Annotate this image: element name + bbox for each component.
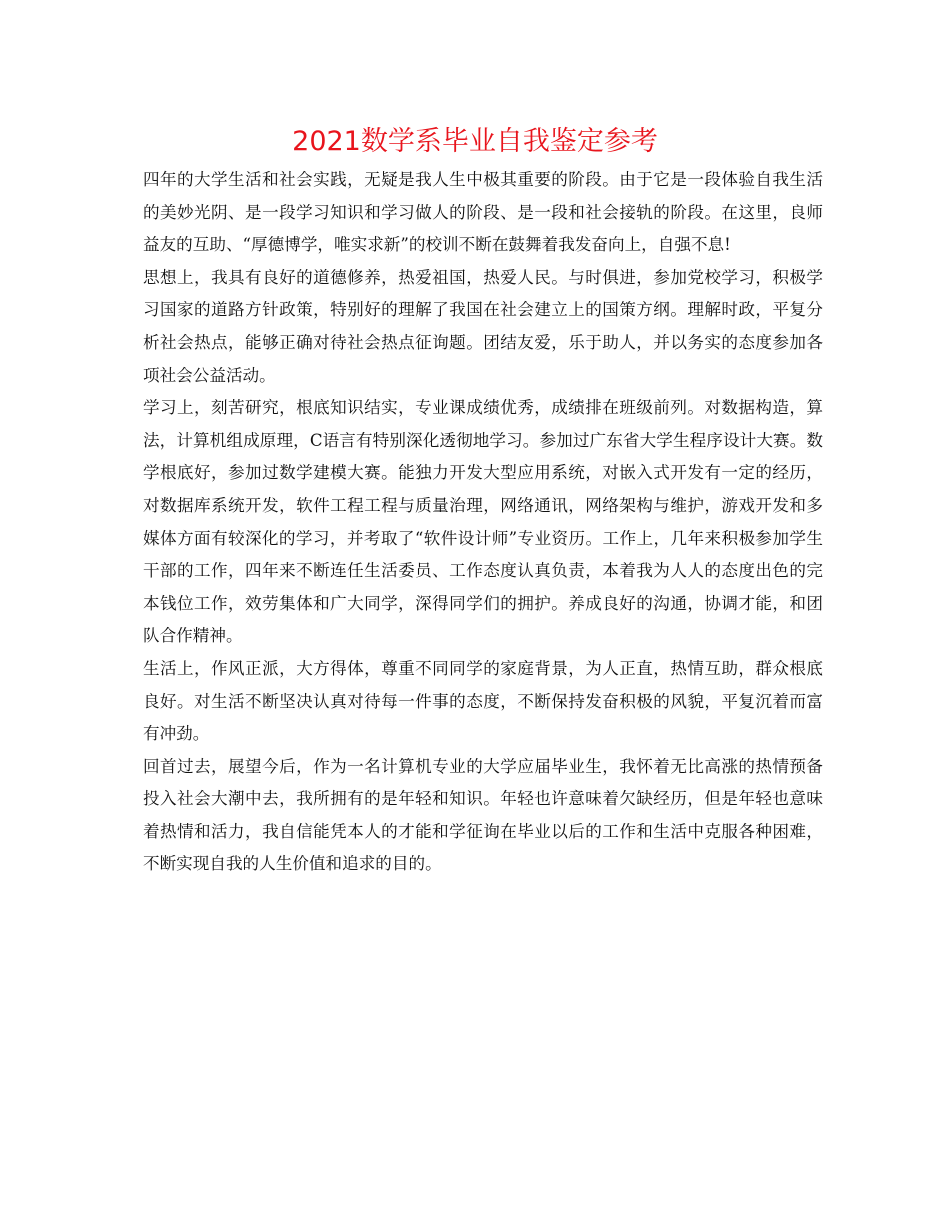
paragraph-intro: 四年的大学生活和社会实践，无疑是我人生中极其重要的阶段。由于它是一段体验自我生活的美妙光阴、是一段学习知识和学习做人的阶段、是一段和社会接轨的阶段。在这里，良师益友的互助、“厚德博学，唯实求新”的校训不断在鼓舞着我发奋向上，自强不息! xyxy=(143,170,823,255)
document-body xyxy=(143,164,823,881)
paragraph-life: 生活上，作风正派，大方得体，尊重不同同学的家庭背景，为人正直，热情互助，群众根底良好。对生活不断坚决认真对待每一件事的态度，不断保持发奋积极的风貌，平复沉着而富有冲劲。 xyxy=(143,658,823,744)
paragraph-study-work: 学习上，刻苦研究，根底知识结实，专业课成绩优秀，成绩排在班级前列。对数据构造，算法，计算机组成原理，C语言有特别深化透彻地学习。参加过广东省大学生程序设计大赛。数学根底好，参加过数学建模大赛。能独力开发大型应用系统，对嵌入式开发有一定的经历，对数据库系统开发，软件工程工程与质量治理，网络通讯，网络架构与维护，游戏开发和多媒体方面有较深化的学习，并考取了“软件设计师”专业资历。工作上，几年来积极参加学生干部的工作，四年来不断连任生活委员、工作态度认真负责，本着我为人人的态度出色的完本钱位工作，效劳集体和广大同学，深得同学们的拥护。养成良好的沟通，协调才能，和团队合作精神。 xyxy=(143,398,823,646)
paragraph-conclusion: 回首过去，展望今后，作为一名计算机专业的大学应届毕业生，我怀着无比高涨的热情预备投入社会大潮中去，我所拥有的是年轻和知识。年轻也许意味着欠缺经历，但是年轻也意味着热情和活力，我自信能凭本人的才能和学征询在毕业以后的工作和生活中克服各种困难，不断实现自我的人生价值和追求的目的。 xyxy=(143,756,823,874)
page-title: 2021数学系毕业自我鉴定参考 xyxy=(292,126,658,157)
paragraph-ideology: 思想上，我具有良好的道德修养，热爱祖国，热爱人民。与时俱进，参加党校学习，积极学习国家的道路方针政策，特别好的理解了我国在社会建立上的国策方纲。理解时政，平复分析社会热点，能够正确对待社会热点征询题。团结友爱，乐于助人，并以务实的态度参加各项社会公益活动。 xyxy=(143,267,823,385)
